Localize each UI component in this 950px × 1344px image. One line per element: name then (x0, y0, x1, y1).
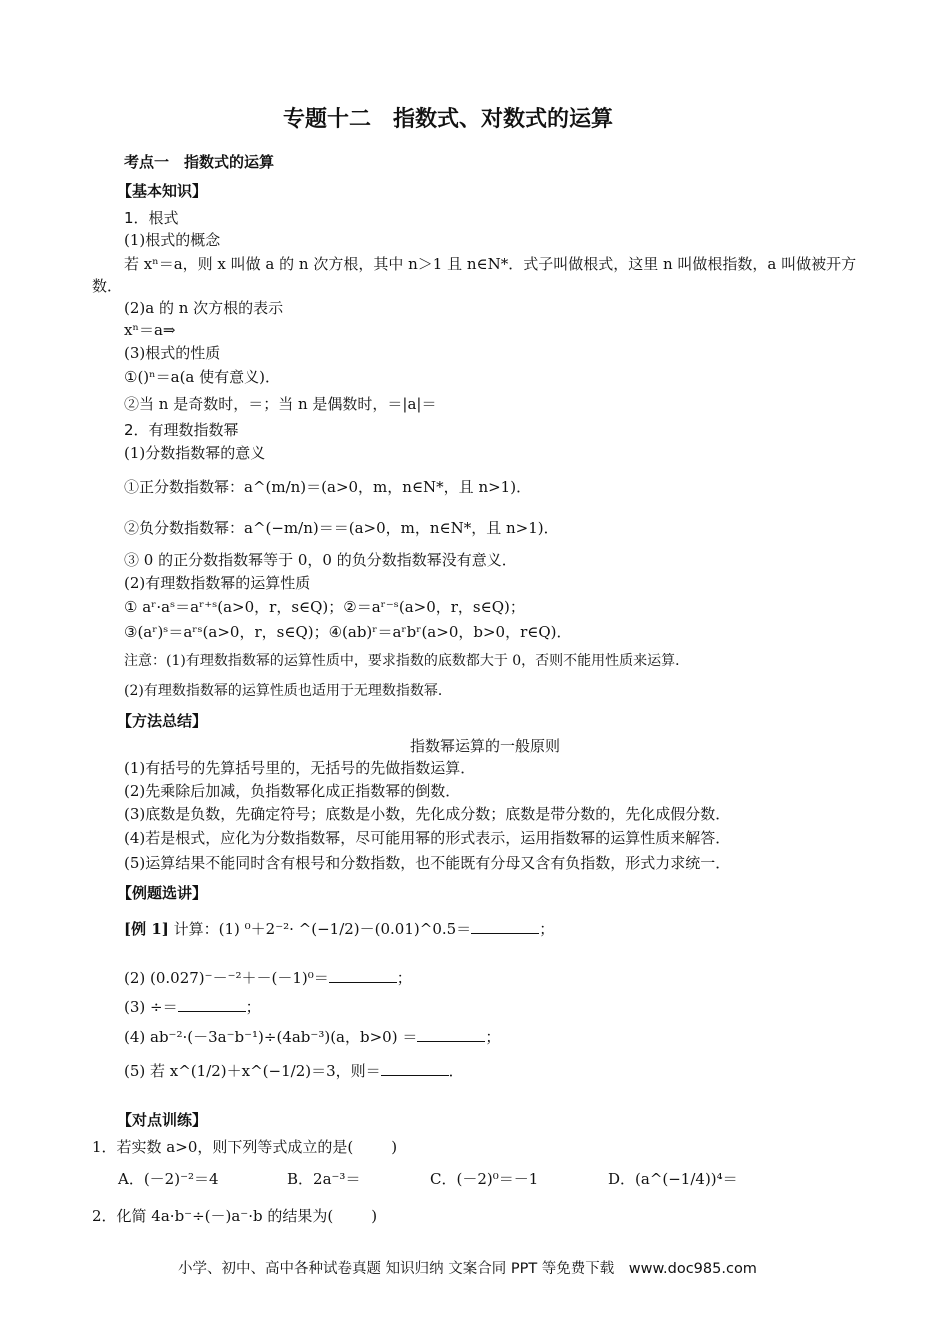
example-label: [例 1] (124, 920, 169, 938)
method-5: (5)运算结果不能同时含有根号和分数指数，也不能既有分母又含有负指数，形式力求统一． (124, 854, 731, 872)
question-1 (92, 1137, 397, 1157)
example-1-part5 (124, 1061, 464, 1081)
note-2: (2)有理数指数幂的运算性质也适用于无理数指数幂． (124, 683, 452, 699)
method-1: (1)有括号的先算括号里的，无括号的先做指数运算． (124, 759, 476, 777)
basic-knowledge-heading: 【基本知识】 (117, 182, 208, 200)
question-2 (92, 1206, 377, 1226)
k1-line3: 数． (92, 277, 123, 295)
k1-line5: xⁿ＝a⇒ (124, 321, 176, 339)
k2-line2: ①正分数指数幂：a^(m/n)＝(a>0，m，n∈N*，且 n>1)． (124, 478, 532, 496)
example-3-text: (3) ÷＝ (124, 998, 178, 1016)
k2-head: 2．有理数指数幂 (124, 421, 239, 439)
method-2: (2)先乘除后加减，负指数幂化成正指数幂的倒数． (124, 782, 461, 800)
examples-heading: 【例题选讲】 (117, 884, 208, 902)
k1-line7: ①()ⁿ＝a(a 使有意义)． (124, 368, 280, 386)
question-1-text: 1．若实数 a>0，则下列等式成立的是( (92, 1138, 354, 1156)
practice-heading: 【对点训练】 (117, 1111, 208, 1129)
example-4-end: ； (485, 1028, 501, 1046)
method-title: 指数幂运算的一般原则 (410, 737, 561, 755)
example-2-end: ； (396, 969, 412, 987)
answer-blank (178, 999, 246, 1012)
example-5-text: (5) 若 x^(1/2)＋x^(−1/2)＝3，则＝ (124, 1062, 381, 1080)
q1-option-d: D．(a^(−1/4))⁴＝ (608, 1170, 738, 1188)
k1-line2: 若 xⁿ＝a，则 x 叫做 a 的 n 次方根，其中 n＞1 且 n∈N*．式子叫做根式，这里 n 叫做根指数，a 叫做被开方 (124, 255, 857, 273)
example-1-part2 (124, 968, 412, 988)
example-1-part3 (124, 997, 261, 1017)
question-2-end: ) (371, 1207, 378, 1225)
k2-line7: ③(aʳ)ˢ＝aʳˢ(a>0，r，s∈Q)；④(ab)ʳ＝aʳbʳ(a>0，b>0，r∈Q)． (124, 623, 572, 641)
page-title: 专题十二 指数式、对数式的运算 (283, 107, 614, 132)
k2-line5: (2)有理数指数幂的运算性质 (124, 574, 311, 592)
example-4-text: (4) ab⁻²·(－3a⁻b⁻¹)÷(4ab⁻³)(a，b>0) ＝ (124, 1028, 418, 1046)
section-heading: 考点一 指数式的运算 (124, 153, 275, 171)
answer-blank (417, 1029, 485, 1042)
question-1-end: ) (391, 1138, 398, 1156)
method-4: (4)若是根式，应化为分数指数幂，尽可能用幂的形式表示，运用指数幂的运算性质来解答． (124, 829, 731, 847)
example-5-end: ． (448, 1062, 464, 1080)
k1-line6: (3)根式的性质 (124, 344, 221, 362)
answer-blank (381, 1063, 449, 1076)
answer-blank (329, 970, 397, 983)
k1-line8: ②当 n 是奇数时，＝；当 n 是偶数时，＝|a|＝ (124, 395, 437, 413)
question-2-text: 2．化简 4a·b⁻÷(－)a⁻·b 的结果为( (92, 1207, 334, 1225)
q1-option-a: A．(－2)⁻²＝4 (118, 1170, 219, 1188)
example-3-end: ； (245, 998, 261, 1016)
example-1-part4 (124, 1027, 500, 1047)
k2-line3: ②负分数指数幂：a^(−m/n)＝＝(a>0，m，n∈N*，且 n>1)． (124, 519, 559, 537)
method-3: (3)底数是负数，先确定符号；底数是小数，先化成分数；底数是带分数的，先化成假分数． (124, 805, 731, 823)
k2-line1: (1)分数指数幂的意义 (124, 444, 266, 462)
example-1-part1 (124, 919, 554, 939)
k1-line4: (2)a 的 n 次方根的表示 (124, 299, 284, 317)
k2-line6: ① aʳ·aˢ＝aʳ⁺ˢ(a>0，r，s∈Q)；②＝aʳ⁻ˢ(a>0，r，s∈Q)； (124, 598, 525, 616)
q1-option-b: B．2a⁻³＝ (287, 1170, 361, 1188)
note-1: 注意：(1)有理数指数幂的运算性质中，要求指数的底数都大于 0，否则不能用性质来运算． (124, 653, 690, 669)
method-summary-heading: 【方法总结】 (117, 712, 208, 730)
example-1-text: 计算：(1) ⁰＋2⁻²· ^(−1/2)－(0.01)^0.5＝ (168, 920, 472, 938)
answer-blank (471, 921, 539, 934)
q1-option-c: C．(－2)⁰＝－1 (430, 1170, 539, 1188)
example-2-text: (2) (0.027)⁻－⁻²＋－(－1)⁰＝ (124, 969, 329, 987)
page-footer: 小学、初中、高中各种试卷真题 知识归纳 文案合同 PPT 等免费下载 www.doc985.com (178, 1261, 757, 1277)
k2-line4: ③ 0 的正分数指数幂等于 0，0 的负分数指数幂没有意义． (124, 551, 517, 569)
k1-line1: (1)根式的概念 (124, 231, 221, 249)
k1-head: 1．根式 (124, 209, 179, 227)
example-1-end: ； (539, 920, 555, 938)
